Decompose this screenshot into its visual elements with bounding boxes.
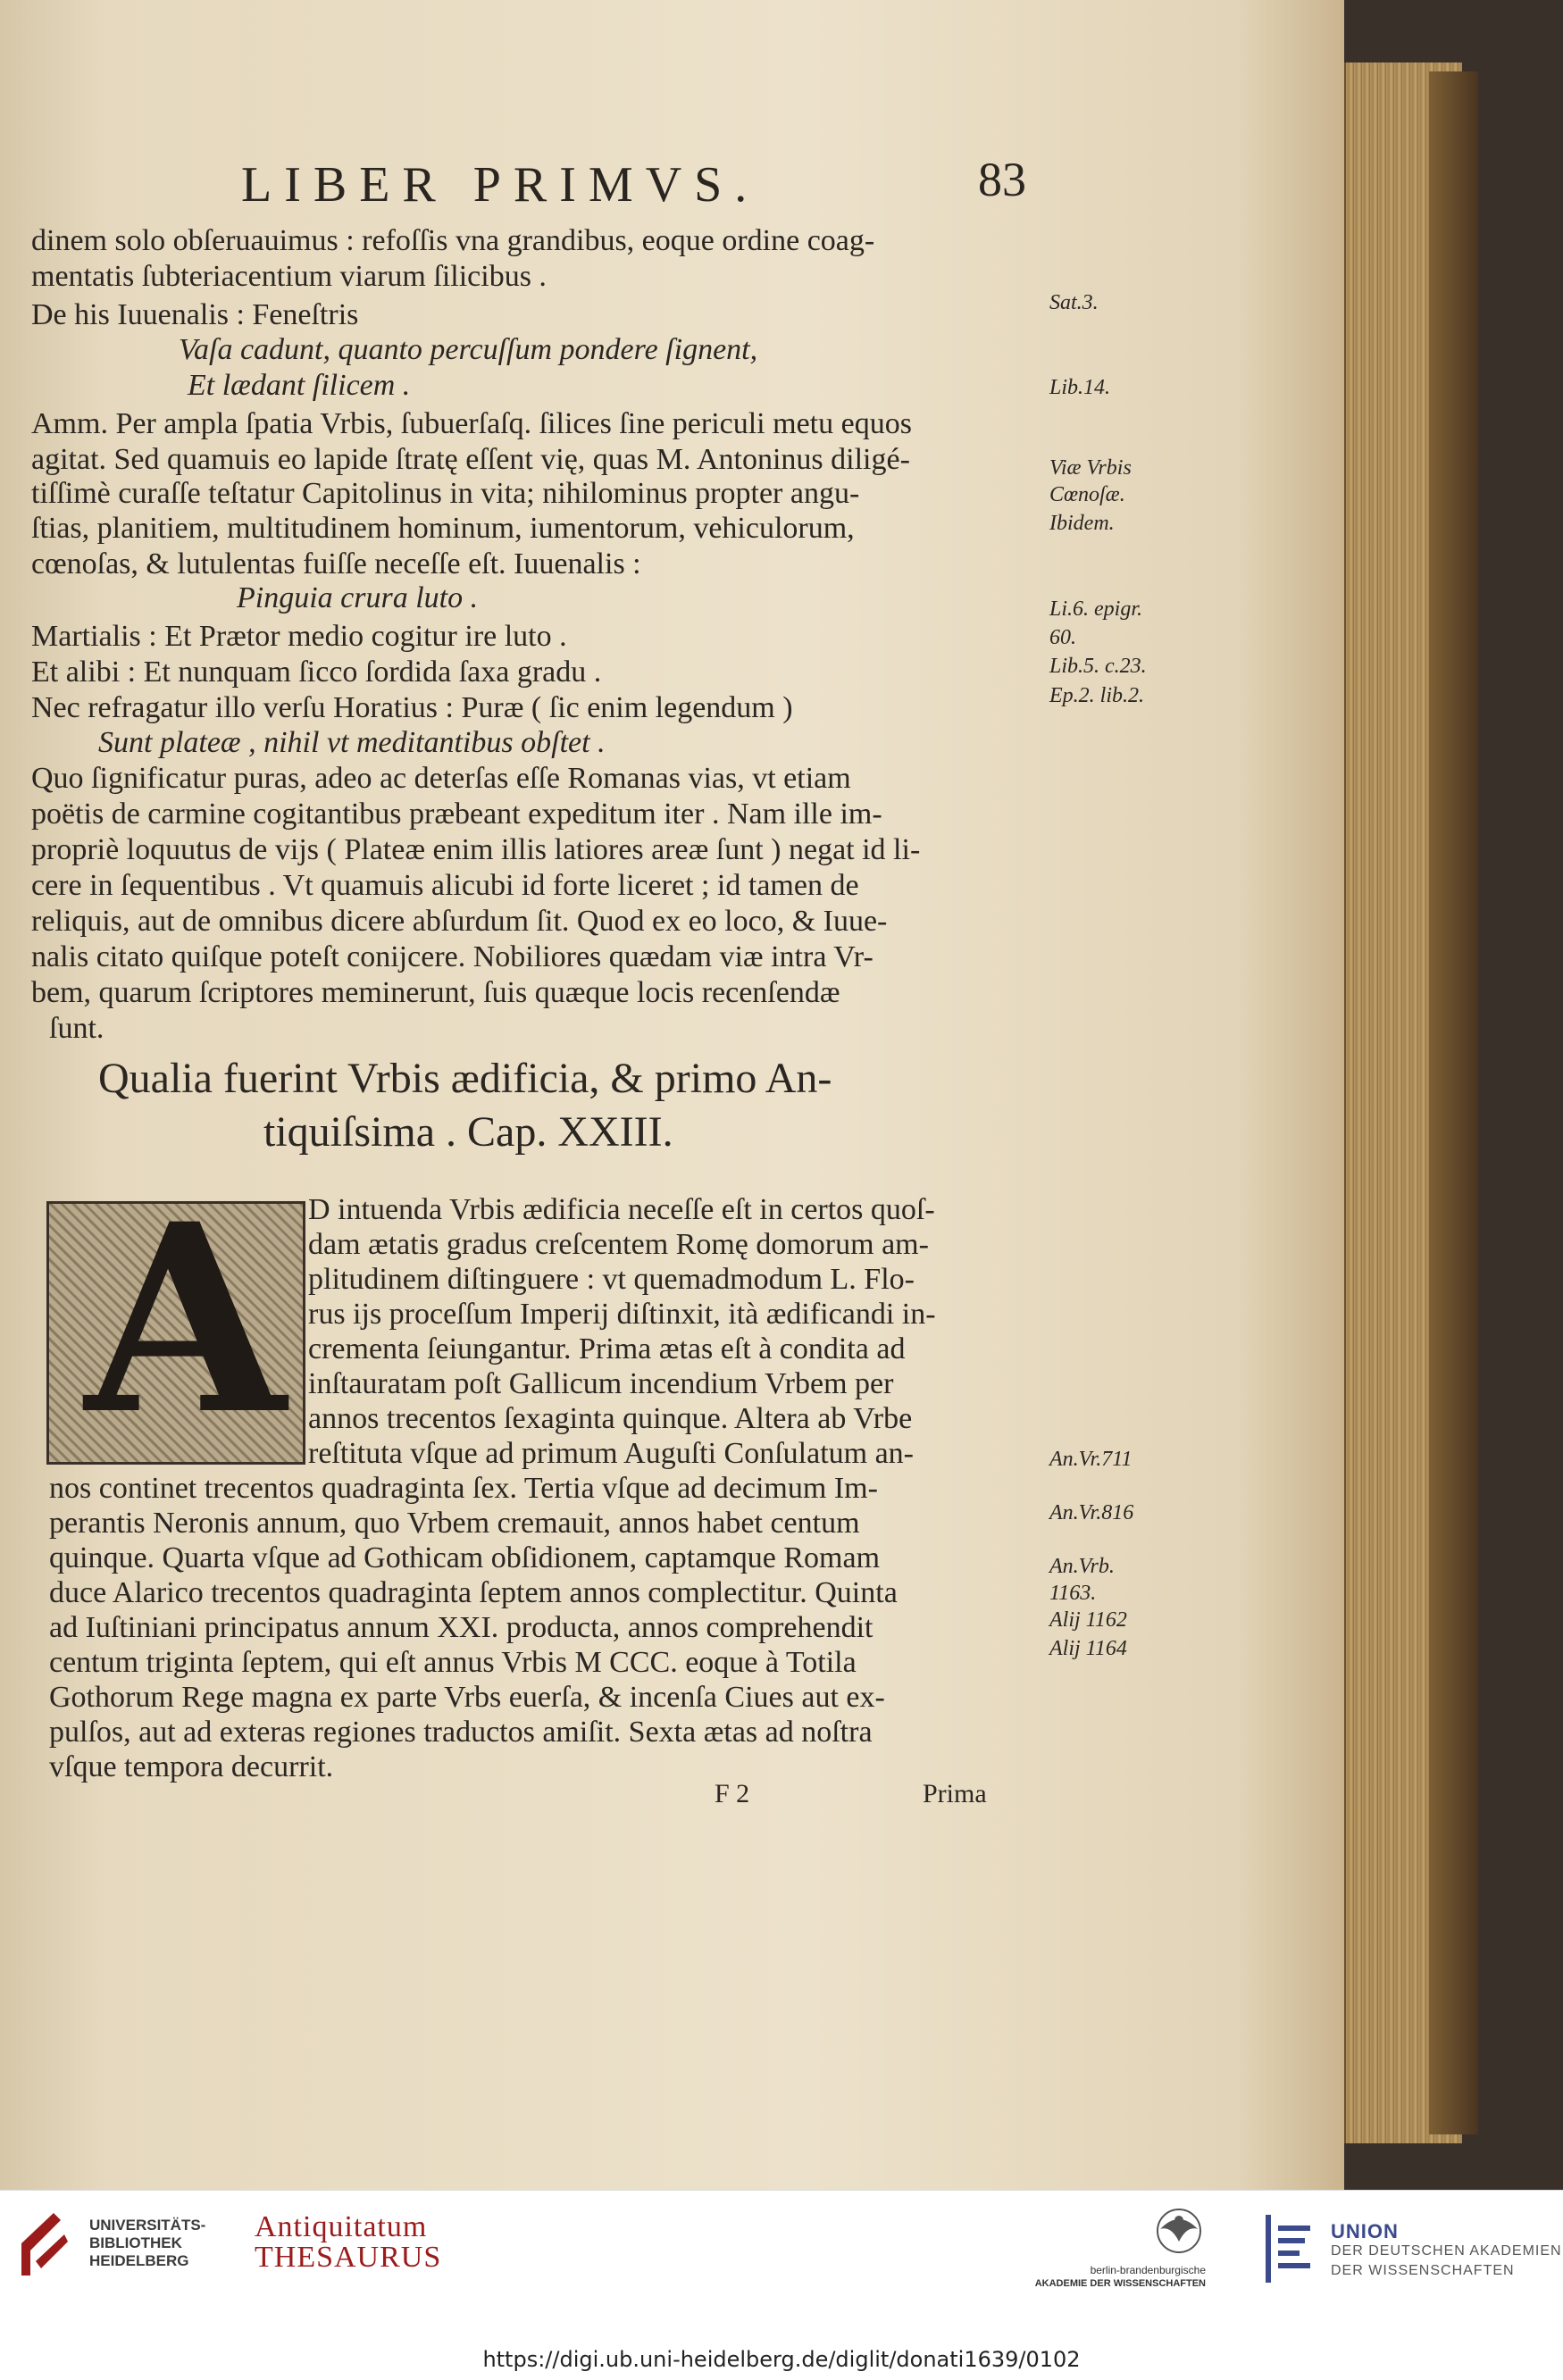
chapter-text-line: annos trecentos ſexaginta quinque. Altera ab Vrbe — [308, 1402, 913, 1435]
bbaw-name[interactable]: berlin-brandenburgische AKADEMIE DER WISSENSCHAFTEN — [1034, 2264, 1206, 2289]
margin-note: 60. — [1049, 626, 1076, 649]
text-line: nalis citato quiſque poteſt conijcere. Nobiliores quædam viæ intra Vr- — [31, 940, 873, 973]
bbaw-eagle-icon[interactable] — [1148, 2206, 1210, 2259]
union-akademien-logo-icon[interactable] — [1264, 2213, 1317, 2284]
chapter-title-line2: tiquiſsima . Cap. XXIII. — [263, 1108, 673, 1156]
text-line: Nec refragatur illo verſu Horatius : Puræ ( ſic enim legendum ) — [31, 691, 793, 724]
margin-note: Lib.5. c.23. — [1049, 655, 1147, 678]
chapter-text-line: D intuenda Vrbis ædificia neceſſe eſt in certos quoſ- — [308, 1193, 935, 1226]
chapter-text-line: dam ætatis gradus creſcentem Romę domorum am- — [308, 1228, 929, 1261]
text-line: Pinguia crura luto . — [237, 581, 479, 614]
chapter-title-line1: Qualia fuerint Vrbis ædificia, & primo An- — [98, 1055, 832, 1102]
text-line: Amm. Per ampla ſpatia Vrbis, ſubuerſaſq. ſilices ſine periculi metu equos — [31, 407, 912, 440]
margin-note: Ep.2. lib.2. — [1049, 684, 1144, 707]
margin-note: Li.6. epigr. — [1049, 597, 1143, 621]
chapter-text-line: rus ijs proceſſum Imperij diſtinxit, ità ædificandi in- — [308, 1298, 936, 1331]
permalink-url[interactable]: https://digi.ub.uni-heidelberg.de/diglit/donati1639/0102 — [482, 2347, 1081, 2372]
text-line: dinem solo obſeruauimus : refoſſis vna grandibus, eoque ordine coag- — [31, 224, 875, 257]
footer-bar — [0, 2190, 1563, 2316]
text-line: reliquis, aut de omnibus dicere abſurdum ſit. Quod ex eo loco, & Iuue- — [31, 905, 888, 938]
text-line: ſunt. — [49, 1012, 104, 1045]
margin-note: Alij 1164 — [1049, 1637, 1127, 1660]
chapter-text-line: vſque tempora decurrit. — [49, 1750, 334, 1783]
union-akademien-name[interactable]: UNION DER DEUTSCHEN AKADEMIEN DER WISSENSCHAFTEN — [1331, 2220, 1562, 2278]
text-line: bem, quarum ſcriptores meminerunt, ſuis quæque locis recenſendæ — [31, 976, 840, 1009]
text-line: tiſſimè curaſſe teſtatur Capitolinus in vita; nihilominus propter angu- — [31, 477, 860, 510]
text-line: Et alibi : Et nunquam ſicco ſordida ſaxa gradu . — [31, 656, 602, 689]
margin-note: An.Vr.816 — [1049, 1501, 1134, 1524]
text-line: Sunt plateæ , nihil vt meditantibus obſtet . — [98, 726, 606, 759]
text-line: agitat. Sed quamuis eo lapide ſtratę eſſent vię, quas M. Antoninus diligé- — [31, 443, 910, 476]
text-line: De his Iuuenalis : Feneſtris — [31, 298, 359, 331]
margin-note: An.Vrb. — [1049, 1555, 1115, 1578]
text-line: cere in ſequentibus . Vt quamuis alicubi id forte liceret ; id tamen de — [31, 869, 859, 902]
text-line: propriè loquutus de vijs ( Plateæ enim illis latiores areæ ſunt ) negat id li- — [31, 833, 921, 866]
margin-note: Ibidem. — [1049, 512, 1115, 535]
signature-mark: F 2 — [715, 1779, 750, 1808]
initial-letter: A — [85, 1168, 287, 1472]
text-line: cœnoſas, & lutulentas fuiſſe neceſſe eſt. Iuuenalis : — [31, 547, 641, 580]
margin-note: Sat.3. — [1049, 291, 1099, 314]
margin-note: An.Vr.711 — [1049, 1448, 1133, 1471]
text-line: Et lædant ſilicem . — [188, 369, 411, 402]
chapter-text-line: ad Iuſtiniani principatus annum XXI. producta, annos comprehendit — [49, 1611, 873, 1644]
text-line: poëtis de carmine cogitantibus præbeant expeditum iter . Nam ille im- — [31, 798, 882, 831]
text-line: Quo ſignificatur puras, adeo ac deterſas eſſe Romanas vias, vt etiam — [31, 762, 851, 795]
book-spine-shadow — [1429, 71, 1478, 2134]
text-line: ſtias, planitiem, multitudinem hominum, iumentorum, vehiculorum, — [31, 512, 855, 545]
chapter-text-line: quinque. Quarta vſque ad Gothicam obſidionem, captamque Romam — [49, 1541, 881, 1574]
chapter-text-line: perantis Neronis annum, quo Vrbem cremauit, annos habet centum — [49, 1507, 860, 1540]
margin-note: Viæ Vrbis — [1049, 456, 1132, 480]
page-number: 83 — [978, 153, 1026, 206]
chapter-text-line: centum triginta ſeptem, qui eſt annus Vrbis M CCC. eoque à Totila — [49, 1646, 857, 1679]
margin-note: Alij 1162 — [1049, 1608, 1127, 1632]
text-line: Vaſa cadunt, quanto percuſſum pondere ſignent, — [179, 333, 758, 366]
text-line: Martialis : Et Prætor medio cogitur ire luto . — [31, 620, 567, 653]
chapter-text-line: nos continet trecentos quadraginta ſex. Tertia vſque ad decimum Im- — [49, 1472, 878, 1505]
decorated-initial — [46, 1168, 305, 1472]
chapter-text-line: duce Alarico trecentos quadraginta ſeptem annos complectitur. Quinta — [49, 1576, 898, 1609]
running-head: LIBER PRIMVS. — [241, 157, 760, 213]
chapter-text-line: Gothorum Rege magna ex parte Vrbs euerſa, & incenſa Ciues aut ex- — [49, 1681, 885, 1714]
catchword: Prima — [923, 1779, 987, 1808]
margin-note: Cœnoſæ. — [1049, 483, 1125, 506]
chapter-text-line: pulſos, aut ad exteras regiones traductos amiſit. Sexta ætas ad noſtra — [49, 1716, 873, 1749]
chapter-text-line: inſtauratam poſt Gallicum incendium Vrbem per — [308, 1367, 894, 1400]
chapter-text-line: crementa ſeiungantur. Prima ætas eſt à condita ad — [308, 1332, 906, 1365]
margin-note: 1163. — [1049, 1582, 1097, 1605]
antiquitatum-thesaurus-logo[interactable]: Antiquitatum THESAURUS — [255, 2210, 442, 2274]
chapter-text-line: reſtituta vſque ad primum Auguſti Conſulatum an- — [308, 1437, 915, 1470]
chapter-text-line: plitudinem diſtinguere : vt quemadmodum L. Flo- — [308, 1263, 915, 1296]
margin-note: Lib.14. — [1049, 376, 1111, 399]
text-line: mentatis ſubteriacentium viarum ſilicibus . — [31, 260, 547, 293]
ub-heidelberg-logo-icon[interactable] — [18, 2208, 71, 2279]
ub-heidelberg-name[interactable]: UNIVERSITÄTS- BIBLIOTHEK HEIDELBERG — [89, 2217, 206, 2269]
